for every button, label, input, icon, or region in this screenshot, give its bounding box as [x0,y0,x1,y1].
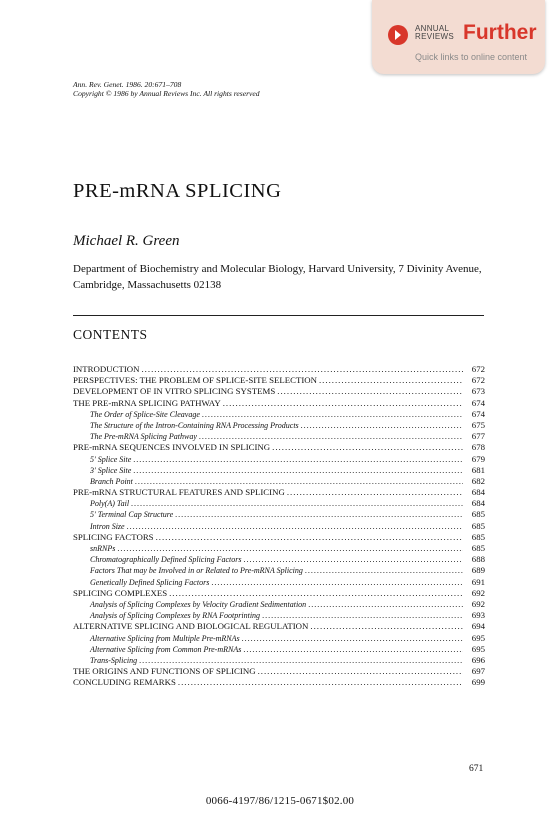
toc-entry-page: 685 [471,509,485,520]
toc-leader-dots [287,487,463,498]
toc-entry-page: 674 [471,397,485,408]
toc-entry-label: Chromatographically Defined Splicing Factors [90,555,242,565]
copyright-notice: Copyright © 1986 by Annual Reviews Inc. All rights reserved [73,89,260,98]
toc-entry-page: 695 [471,632,485,643]
banner-publisher: ANNUAL REVIEWS [415,24,454,41]
journal-citation: Ann. Rev. Genet. 1986. 20:671–708 [73,80,182,89]
toc-entry[interactable] [73,554,485,565]
toc-entry[interactable] [73,565,485,576]
toc-entry-page: 697 [471,666,485,677]
toc-entry[interactable] [73,521,485,532]
toc-entry-page: 693 [471,610,485,621]
toc-leader-dots [199,431,463,442]
toc-leader-dots [133,465,463,476]
toc-entry-label: ALTERNATIVE SPLICING AND BIOLOGICAL REGULATION [73,621,309,632]
toc-entry-label: PRE-mRNA STRUCTURAL FEATURES AND SPLICING [73,487,285,498]
toc-entry-page: 673 [471,386,485,397]
toc-entry[interactable] [73,420,485,431]
toc-leader-dots [262,610,463,621]
toc-entry-page: 691 [471,576,485,587]
toc-entry-page: 684 [471,498,485,509]
toc-leader-dots [211,577,463,588]
toc-leader-dots [178,677,463,688]
toc-entry[interactable] [73,386,485,397]
toc-leader-dots [139,655,463,666]
toc-leader-dots [131,498,463,509]
contents-heading: CONTENTS [73,327,148,342]
toc-entry-page: 684 [471,487,485,498]
toc-leader-dots [141,364,463,375]
annual-reviews-further-banner[interactable] [372,0,545,74]
toc-entry[interactable] [73,655,485,666]
toc-entry-label: SPLICING FACTORS [73,531,154,542]
arrow-circle-icon [388,25,408,45]
toc-entry[interactable] [73,666,485,677]
toc-entry-page: 699 [471,677,485,688]
toc-entry-page: 695 [471,643,485,654]
toc-entry-label: 5′ Terminal Cap Structure [90,510,174,520]
toc-entry-label: Genetically Defined Splicing Factors [90,577,210,587]
toc-leader-dots [127,521,463,532]
toc-entry-page: 682 [471,475,485,486]
toc-entry[interactable] [73,431,485,442]
toc-leader-dots [272,442,463,453]
toc-entry-page: 679 [471,453,485,464]
toc-entry-label: 5′ Splice Site [90,454,132,464]
toc-entry-label: PERSPECTIVES: THE PROBLEM OF SPLICE-SITE SELECTION [73,375,317,386]
toc-entry[interactable] [73,577,485,588]
toc-leader-dots [169,588,463,599]
toc-leader-dots [258,666,463,677]
toc-entry-label: PRE-mRNA SEQUENCES INVOLVED IN SPLICING [73,442,271,453]
toc-leader-dots [243,644,463,655]
toc-entry-page: 672 [471,375,485,386]
toc-entry-label: Analysis of Splicing Complexes by RNA Footprinting [90,611,261,621]
toc-leader-dots [175,509,463,520]
toc-entry[interactable] [73,610,485,621]
toc-entry-label: Alternative Splicing from Common Pre-mRNAs [90,644,242,654]
toc-leader-dots [135,476,463,487]
toc-entry-label: 3′ Splice Site [90,465,132,475]
toc-entry[interactable] [73,398,485,409]
toc-leader-dots [156,532,463,543]
journal-citation-block [73,80,260,98]
toc-entry[interactable] [73,621,485,632]
toc-entry-label: SPLICING COMPLEXES [73,587,168,598]
toc-entry-page: 688 [471,554,485,565]
toc-entry[interactable] [73,543,485,554]
toc-entry[interactable] [73,498,485,509]
toc-entry-page: 681 [471,464,485,475]
toc-leader-dots [277,386,463,397]
toc-entry-label: The Order of Splice-Site Cleavage [90,409,200,419]
toc-entry[interactable] [73,375,485,386]
toc-entry-page: 678 [471,442,485,453]
toc-leader-dots [319,375,463,386]
toc-entry-page: 696 [471,654,485,665]
toc-entry-page: 689 [471,565,485,576]
toc-entry-label: Branch Point [90,476,133,486]
toc-entry-page: 694 [471,621,485,632]
toc-entry-page: 672 [471,364,485,374]
toc-entry[interactable] [73,633,485,644]
toc-entry-label: Alternative Splicing from Multiple Pre-mRNAs [90,633,240,643]
toc-leader-dots [305,565,463,576]
toc-entry-label: The Pre-mRNA Splicing Pathway [90,432,197,442]
toc-entry-page: 675 [471,419,485,430]
toc-entry-page: 685 [471,543,485,553]
toc-entry-page: 674 [471,408,485,419]
toc-entry-label: CONCLUDING REMARKS [73,677,176,688]
toc-entry-label: Poly(A) Tail [90,499,130,509]
toc-leader-dots [202,409,463,420]
toc-leader-dots [301,420,463,431]
toc-entry[interactable] [73,509,485,520]
banner-tagline: Quick links to online content [415,52,528,62]
toc-entry-label: The Structure of the Intron-Containing RNA Processing Products [90,420,299,430]
banner-brand: Further [463,21,537,44]
toc-entry[interactable] [73,487,485,498]
toc-leader-dots [117,543,463,554]
section-divider [73,315,484,316]
toc-leader-dots [223,398,463,409]
table-of-contents [73,364,485,688]
toc-leader-dots [308,599,463,610]
toc-entry-label: DEVELOPMENT OF IN VITRO SPLICING SYSTEMS [73,386,276,397]
toc-entry[interactable] [73,588,485,599]
author-name: Michael R. Green [73,233,180,249]
toc-entry[interactable] [73,599,485,610]
toc-entry[interactable] [73,465,485,476]
toc-leader-dots [243,554,463,565]
author-affiliation: Department of Biochemistry and Molecular Biology, Harvard University, 7 Divinity Avenue, Cambridge, Massachusetts 02138 [73,263,482,291]
toc-entry-page: 692 [471,587,485,598]
toc-entry[interactable] [73,476,485,487]
page-number: 671 [469,764,484,774]
footer-code: 0066-4197/86/1215-0671$02.00 [205,795,355,807]
toc-entry-page: 692 [471,598,485,609]
toc-leader-dots [242,633,463,644]
toc-entry-label: THE PRE-mRNA SPLICING PATHWAY [73,397,221,408]
toc-entry-label: THE ORIGINS AND FUNCTIONS OF SPLICING [73,666,256,677]
toc-entry-page: 685 [471,520,485,531]
toc-entry[interactable] [73,409,485,420]
toc-entry[interactable] [73,644,485,655]
toc-entry-label: Analysis of Splicing Complexes by Velocity Gradient Sedimentation [90,599,307,609]
toc-entry[interactable] [73,364,485,375]
toc-entry[interactable] [73,532,485,543]
toc-leader-dots [310,621,463,632]
toc-entry[interactable] [73,454,485,465]
toc-entry-label: Factors That may be Involved in or Related to Pre-mRNA Splicing [90,566,303,576]
toc-entry[interactable] [73,442,485,453]
toc-entry-label: snRNPs [90,544,116,553]
toc-entry-page: 685 [471,531,485,542]
toc-entry[interactable] [73,677,485,688]
toc-entry-label: INTRODUCTION [73,364,140,374]
toc-entry-page: 677 [471,431,485,442]
toc-entry-label: Intron Size [90,521,125,531]
toc-leader-dots [133,454,463,465]
toc-entry-label: Trans-Splicing [90,655,138,665]
article-title: PRE-mRNA SPLICING [73,180,282,202]
